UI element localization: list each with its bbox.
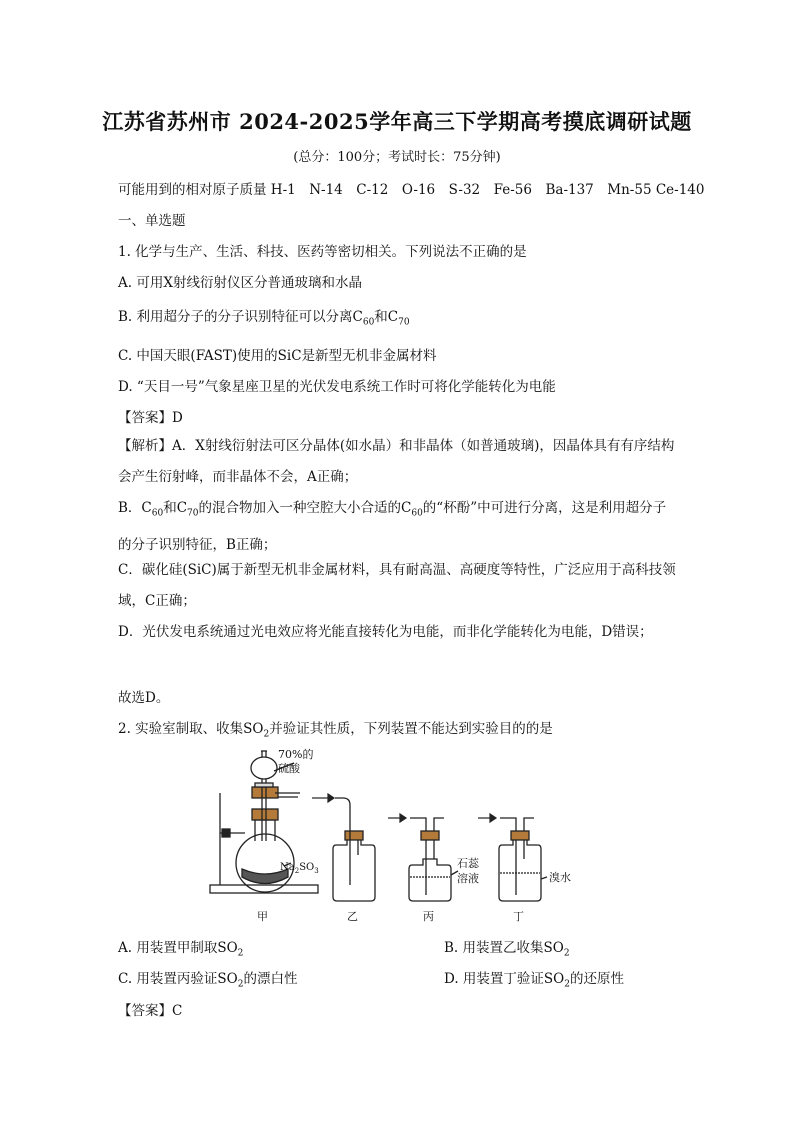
q1-option-a: A. 可用X射线衍射仪区分普通玻璃和水晶 — [118, 275, 362, 291]
q2-option-b: B. 用装置乙收集$SO_2$ — [444, 940, 570, 959]
q2-answer: 【答案】C — [118, 1003, 183, 1019]
q1-stem: 1. 化学与生产、生活、科技、医药等密切相关。下列说法不正确的是 — [118, 244, 527, 260]
q1-option-c: C. 中国天眼(FAST)使用的SiC是新型无机非金属材料 — [118, 348, 437, 364]
label-bing: 丙 — [423, 910, 434, 923]
q1-analysis-a: 【解析】A．X射线衍射法可区分晶体(如水晶）和非晶体（如普通玻璃)，因晶体具有有序结构会产生衍射峰，而非晶体不会，A正确； — [118, 438, 675, 485]
bottle-bing — [409, 859, 451, 901]
q1-analysis-b: B．$C_{60}$和$C_{70}$的混合物加入一种空腔大小合适的$C_{60}$的“杯酚”中可进行分离，这是利用超分子的分子识别特征，B正确； — [118, 500, 667, 553]
bottle-ding — [499, 839, 541, 901]
bottle-yi — [333, 839, 375, 901]
litmus-label-1: 石蕊 — [457, 857, 479, 870]
q1-option-b: B. 利用超分子的分子识别特征可以分离$C_{60}$和$C_{70}$ — [118, 309, 410, 328]
section-heading: 一、单选题 — [118, 213, 186, 229]
page-title: 江苏省苏州市 2024-2025学年高三下学期高考摸底调研试题 — [102, 109, 692, 134]
acid-label-1: 70%的 — [278, 748, 314, 761]
q2-stem: 2. 实验室制取、收集$SO_2$并验证其性质，下列装置不能达到实验目的的是 — [118, 721, 553, 740]
q2-option-d: D. 用装置丁验证$SO_2$的还原性 — [444, 971, 624, 990]
q1-analysis-d: D．光伏发电系统通过光电效应将光能直接转化为电能，而非化学能转化为电能，D错误； — [118, 624, 653, 640]
q1-answer: 【答案】D — [118, 410, 183, 426]
litmus-label-2: 溶液 — [457, 872, 479, 885]
acid-label-2: 硫酸 — [278, 762, 300, 775]
salt-label: $Na_2SO_3$ — [280, 862, 319, 875]
q1-option-d: D. “天目一号”气象星座卫星的光伏发电系统工作时可将化学能转化为电能 — [118, 379, 556, 395]
label-jia: 甲 — [257, 910, 268, 923]
label-ding: 丁 — [513, 910, 524, 923]
q1-conclusion: 故选D。 — [118, 690, 170, 706]
q2-option-a: A. 用装置甲制取$SO_2$ — [118, 940, 244, 959]
bromine-label: 溴水 — [549, 871, 571, 884]
q1-analysis-c: C．碳化硅(SiC)属于新型无机非金属材料，具有耐高温、高硬度等特性，广泛应用于高科技领域，C正确； — [118, 562, 676, 609]
apparatus-figure — [200, 745, 600, 927]
label-yi: 乙 — [347, 910, 358, 923]
exam-info: (总分：100分；考试时长：75分钟) — [293, 150, 501, 165]
stopper — [252, 787, 278, 798]
separatory-funnel — [251, 757, 277, 779]
atomic-masses: 可能用到的相对原子质量 H-1 N-14 C-12 O-16 S-32 Fe-56 Ba-137 Mn-55 Ce-140 — [118, 182, 705, 198]
q2-option-c: C. 用装置丙验证$SO_2$的漂白性 — [118, 971, 298, 990]
